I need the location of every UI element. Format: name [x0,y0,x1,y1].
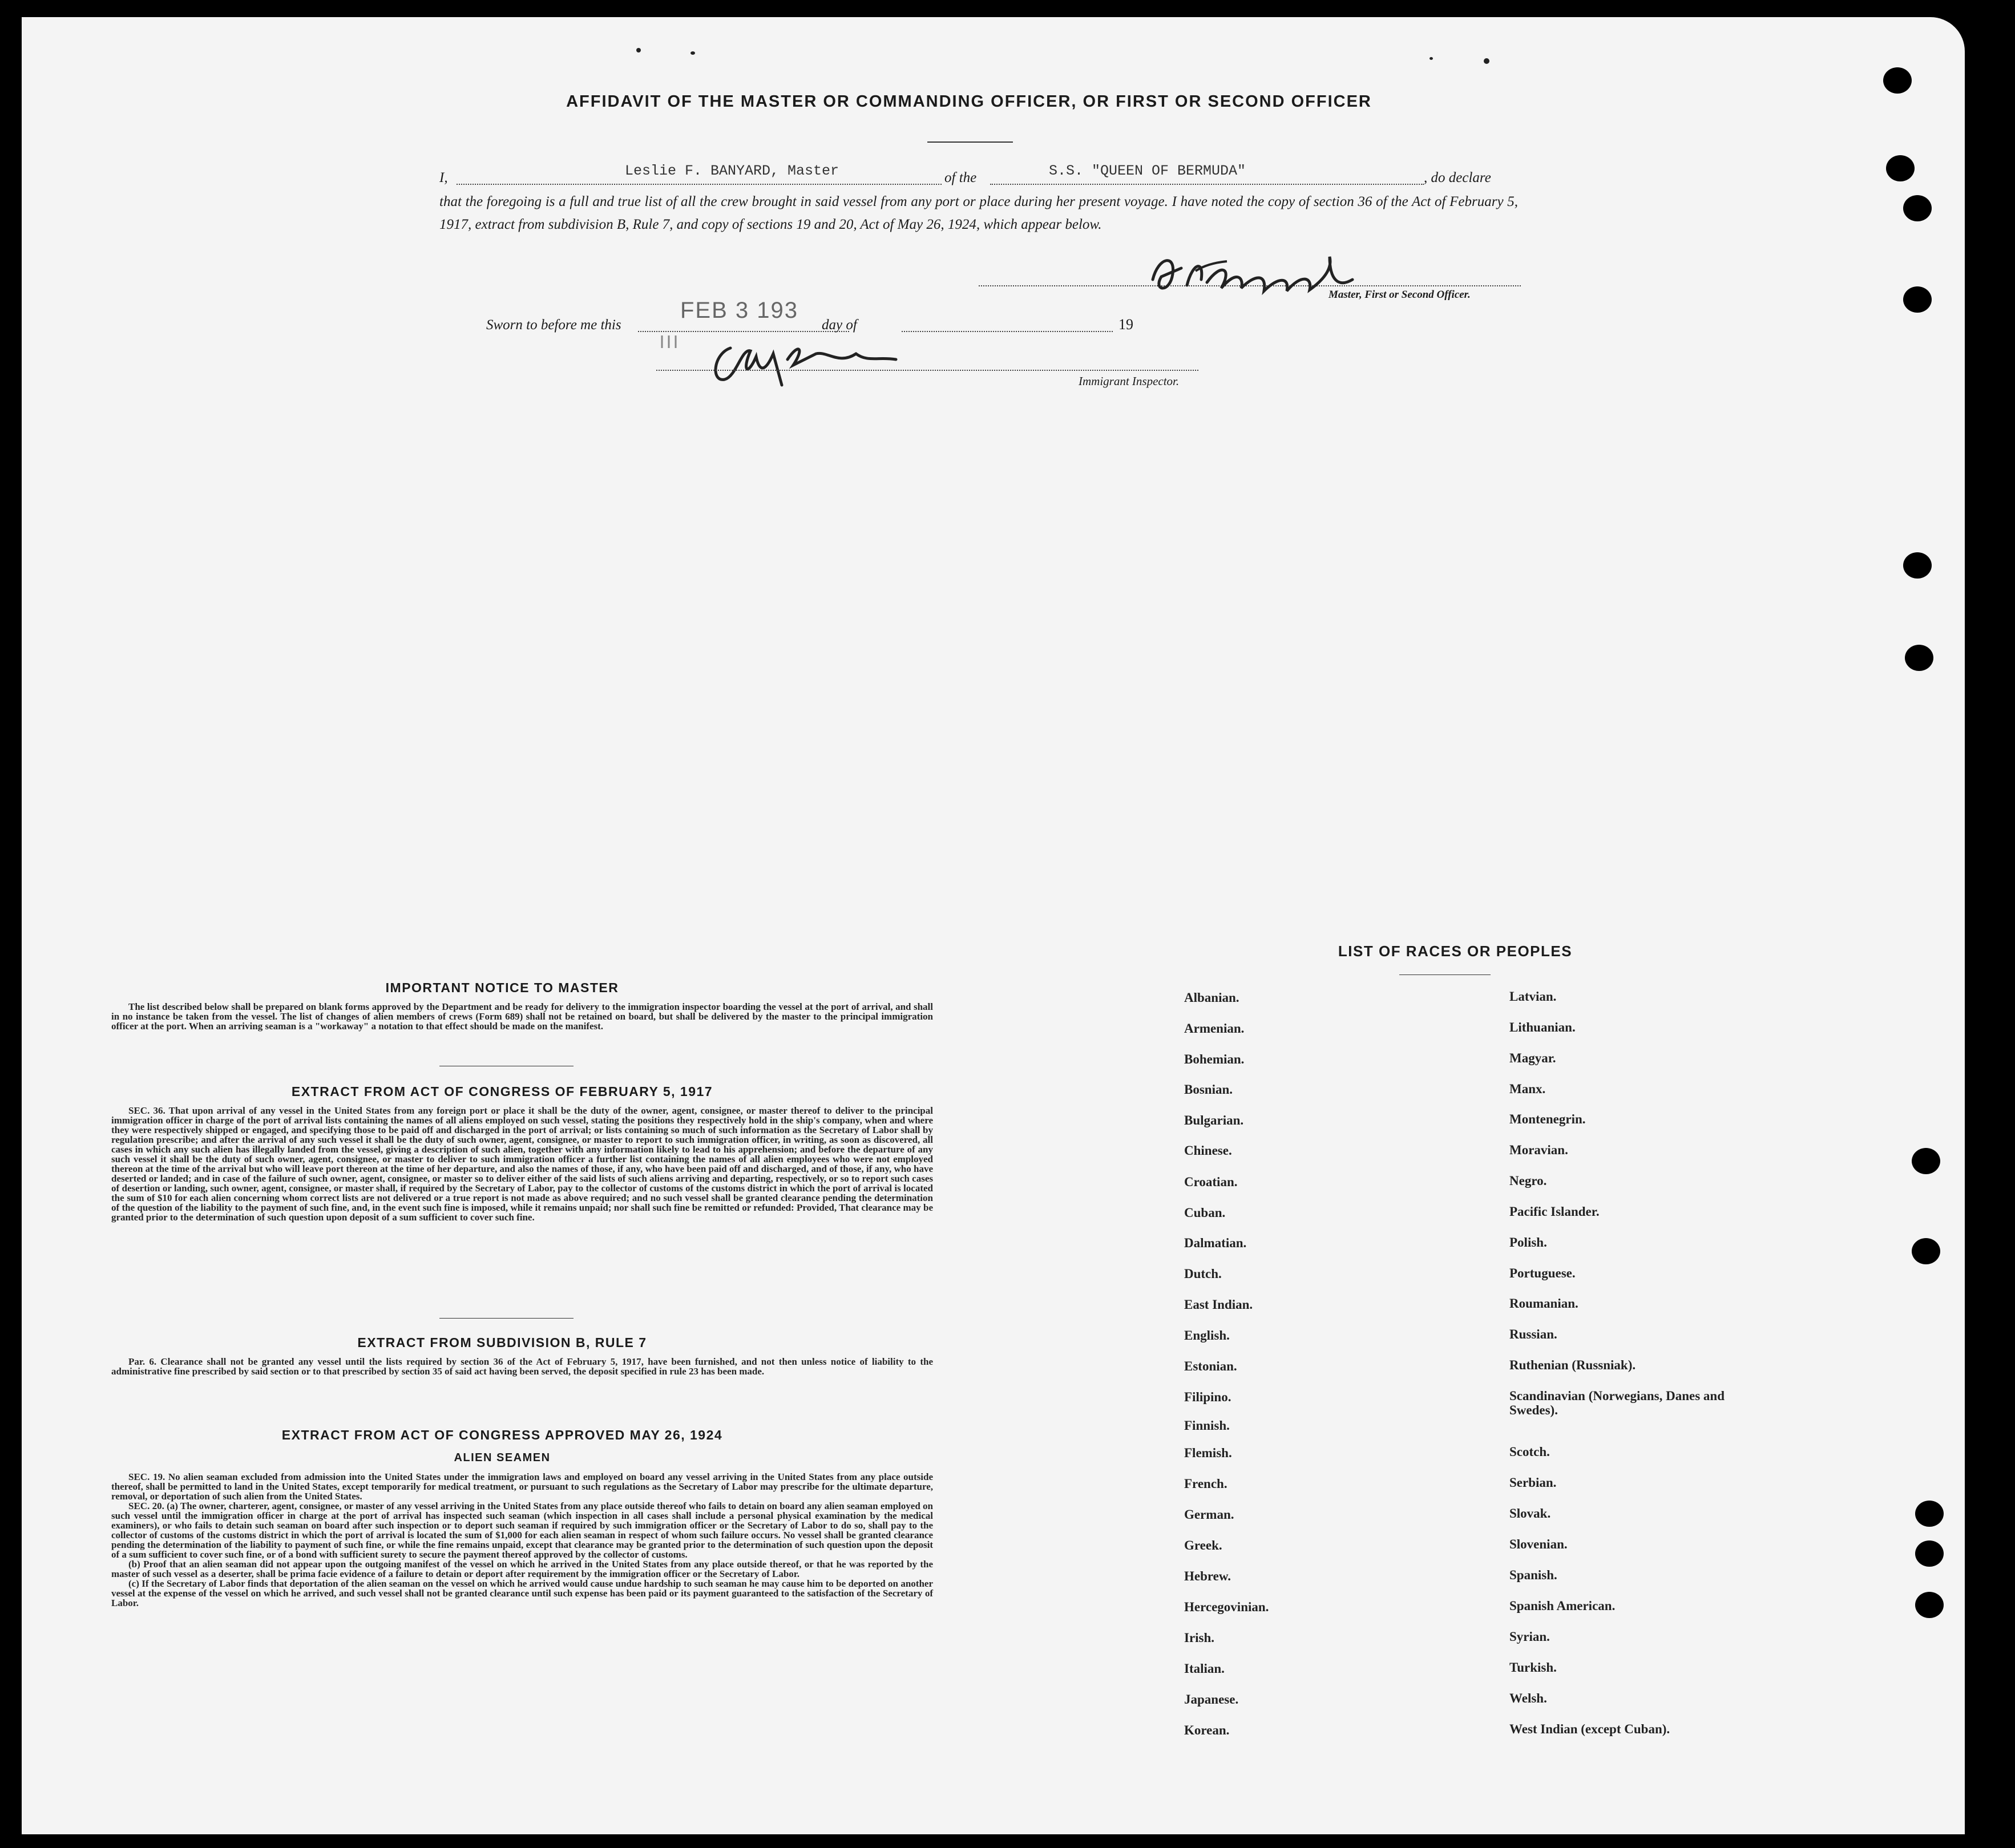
race-item: Albanian. [1184,990,1239,1005]
extract-1917-title: EXTRACT FROM ACT OF CONGRESS OF FEBRUARY 5, 1917 [291,1084,713,1099]
race-item: Pacific Islander. [1509,1204,1600,1219]
race-item: Bulgarian. [1184,1113,1244,1127]
notice-text: The list described below shall be prepared on blank forms approved by the Department and be ready for delivery to the immigration inspector boarding the vessel at the port of arrival, and shall in no instance be taken from the vessel. The list of changes of alien members of crews (Form 689) shall not be retained on board, but shall be delivered by the master to the principal immigration officer at the port. When an arriving seaman is a "workaway" a notation to that effect should be made on the manifest. [111,1001,933,1032]
sworn-date-stamp: FEB 3 193 [680,298,799,323]
race-item: Negro. [1509,1174,1547,1188]
inspector-caption: Immigrant Inspector. [1079,374,1180,388]
punch-hole [1905,645,1933,671]
do-declare-label: , do declare [1424,170,1491,185]
race-item: West Indian (except Cuban). [1509,1722,1670,1736]
race-item: Cuban. [1184,1206,1226,1220]
extract-1924-title: EXTRACT FROM ACT OF CONGRESS APPROVED MAY 26, 1924 [281,1428,723,1442]
i-label: I, [439,170,448,185]
signature-caption: Master, First or Second Officer. [1328,289,1471,301]
race-item: Dalmatian. [1184,1236,1247,1250]
race-item: Serbian. [1509,1475,1557,1490]
race-item: Greek. [1184,1538,1222,1552]
punch-hole [1903,195,1932,221]
master-name-line [457,184,942,185]
race-item: Syrian. [1509,1629,1550,1644]
race-item: Finnish. [1184,1418,1230,1433]
punch-hole [1915,1540,1944,1567]
race-item: Hercegovinian. [1184,1600,1269,1614]
inspector-signature-line [656,370,1198,371]
race-item: Slovak. [1509,1506,1551,1521]
race-item: Armenian. [1184,1021,1245,1036]
extract-1924-text: SEC. 19. No alien seaman excluded from admission into the United States under the immigration laws and employed on board any vessel arriving in the United States from any place outside thereof, shall be permitted to land in the United States, except temporarily for medical treatment, or pursuant to such regulations as the Secretary of Labor may prescribe for the ultimate departure, removal, or deportation of such alien from the United States. SEC. 20. (a) The owner, charterer, agent, consignee, or master of any vessel arriving in the United States from any place outside thereof who fails to detain on board any alien seaman employed on such vessel until the immigration officer in charge at the port of arrival has inspected such seaman (which inspection in all cases shall include a personal physical examination by the medical examiners), or who fails to detain such seaman on board after such inspection or to deport such seaman if required by such immigration officer or the Secretary of Labor to do so, shall pay to the collector of customs of the customs district in which the port of arrival is located the sum of $1,000 for each alien seaman in respect of whom such failure occurs. No vessel shall be granted clearance pending the determination of the liability to payment of such fine, or while the fine remains unpaid, except that clearance may be granted prior to the determination of such question upon the deposit of a sum sufficient to cover such fine, or of a bond with sufficient surety to secure the payment thereof approved by the collector of customs. (b) Proof that an alien seaman did not appear upon the outgoing manifest of the vessel on which he arrived in the United States from any place outside thereof, or that he was reported by the master of such vessel as a deserter, shall be prima facie evidence of a failure to detain or deport after requirement by the immigration officer or the Secretary of Labor. (c) If the Secretary of Labor finds that deportation of the alien seaman on the vessel on which he arrived would cause undue hardship to such seaman he may cause him to be deported on another vessel at the expense of the vessel on which he arrived, and such vessel shall not be granted clearance until such expense has been paid or its payment guaranteed to the satisfaction of the Secretary of Labor. [111,1471,933,1608]
race-item: Croatian. [1184,1175,1238,1189]
month-line [902,331,1113,332]
punch-hole [1912,1238,1940,1264]
extract-1917-text: SEC. 36. That upon arrival of any vessel in the United States from any foreign port or place it shall be the duty of the owner, agent, consignee, or master thereof to deliver to the principal immigration officer in charge of the port of arrival lists containing the names of all aliens employed on such vessel, stating the positions they respectively hold in the ship's company, when and where they were respectively shipped or engaged, and specifying those to be paid off and discharged in the port of arrival; or lists containing so much of such information as the Secretary of Labor shall by regulation prescribe; and after the arrival of any such vessel it shall be the duty of such owner, agent, consignee, or master to report to such immigration officer, in writing, as soon as discovered, all cases in which any such alien has illegally landed from the vessel, giving a description of such alien, together with any information likely to lead to his apprehension; and before the departure of any such vessel it shall be the duty of such owner, agent, consignee, or master to deliver to such immigration officer a further list containing the names of all alien employees who were not employed thereon at the time of the arrival but who will leave port thereon at the time of her departure, and also the names of those, if any, who have been paid off and discharged, and of those, if any, who have deserted or landed; and in case of the failure of such owner, agent, consignee, or master so to deliver either of the said lists of such aliens arriving and departing, respectively, or so to report such cases of desertion or landing, such owner, agent, consignee, or master shall, if required by the Secretary of Labor, pay to the collector of customs of the customs district in which the port of arrival is located the sum of $10 for each alien concerning whom correct lists are not delivered or a true report is not made as above required; and no such vessel shall be granted clearance pending the determination of the question of the liability to the payment of such fine, and, in the event such fine is imposed, while it remains unpaid; nor shall such fine be remitted or refunded: Provided, That clearance may be granted prior to the determination of such question upon deposit of a sum sufficient to cover such fine. [111,1105,933,1223]
punch-hole [1903,552,1932,579]
race-item: Hebrew. [1184,1569,1231,1583]
race-item: Dutch. [1184,1267,1222,1281]
race-item: Lithuanian. [1509,1020,1576,1034]
master-name[interactable]: Leslie F. BANYARD, Master [625,163,839,179]
punch-hole [1883,67,1912,94]
extract-rule7-title: EXTRACT FROM SUBDIVISION B, RULE 7 [357,1335,647,1350]
year-prefix: 19 [1118,316,1133,333]
races-title: LIST OF RACES OR PEOPLES [1338,943,1573,960]
race-item: Flemish. [1184,1446,1232,1460]
race-item: Slovenian. [1509,1537,1568,1551]
punch-hole [1912,1148,1940,1174]
affidavit-title: AFFIDAVIT OF THE MASTER OR COMMANDING OFFICER, OR FIRST OR SECOND OFFICER [566,92,1372,111]
punch-hole [1903,286,1932,313]
race-item: Moravian. [1509,1143,1568,1157]
race-item: Scandinavian (Norwegians, Danes and Swedes). [1509,1389,1725,1417]
of-the-label: of the [944,170,977,185]
declaration-text: that the foregoing is a full and true list of all the crew brought in said vessel from any port or place during her present voyage. I have noted the copy of section 36 of the Act of February 5, 1917, extract from subdivision B, Rule 7, and copy of sections 19 and 20, Act of May 26, 1924, which appear below. [439,194,1518,232]
race-item: Bosnian. [1184,1082,1233,1097]
alien-seamen-subtitle: ALIEN SEAMEN [454,1451,551,1464]
inspector-signature [656,331,930,388]
race-item: Spanish. [1509,1568,1557,1582]
race-item: Japanese. [1184,1692,1239,1707]
race-item: Magyar. [1509,1051,1556,1065]
race-item: Turkish. [1509,1660,1557,1675]
punch-hole [1915,1592,1944,1618]
race-item: Ruthenian (Russniak). [1509,1358,1636,1372]
race-item: Korean. [1184,1723,1230,1737]
title-rule [927,141,1013,143]
race-item: Scotch. [1509,1445,1550,1459]
race-item: Italian. [1184,1661,1225,1676]
race-item: Irish. [1184,1631,1215,1645]
vessel-name[interactable]: S.S. "QUEEN OF BERMUDA" [1049,163,1246,179]
race-item: Bohemian. [1184,1052,1245,1066]
race-item: Polish. [1509,1235,1547,1249]
race-item: East Indian. [1184,1297,1253,1312]
punch-hole [1915,1501,1944,1527]
race-item: German. [1184,1507,1234,1522]
vessel-name-line [990,184,1424,185]
race-item: Portuguese. [1509,1266,1576,1280]
race-item: Roumanian. [1509,1296,1578,1311]
race-item: Welsh. [1509,1691,1547,1705]
notice-title: IMPORTANT NOTICE TO MASTER [385,980,619,995]
race-item: English. [1184,1328,1230,1342]
sworn-label: Sworn to before me this [486,317,621,333]
race-item: Estonian. [1184,1359,1237,1373]
race-item: Spanish American. [1509,1599,1616,1613]
race-item: Manx. [1509,1082,1546,1096]
race-item: Filipino. [1184,1390,1231,1404]
day-of-label: day of [822,317,857,333]
punch-hole [1886,155,1915,181]
race-item: Russian. [1509,1327,1557,1341]
extract-rule7-text: Par. 6. Clearance shall not be granted any vessel until the lists required by section 36 of the Act of February 5, 1917, have been furnished, and not then unless notice of liability to the administrative fine prescribed by said section or to that prescribed by section 35 of said act having been served, the deposit specified in rule 23 has been made. [111,1356,933,1377]
race-item: Montenegrin. [1509,1112,1586,1126]
race-item: Chinese. [1184,1143,1232,1158]
race-item: French. [1184,1477,1227,1491]
race-item: Latvian. [1509,989,1557,1004]
